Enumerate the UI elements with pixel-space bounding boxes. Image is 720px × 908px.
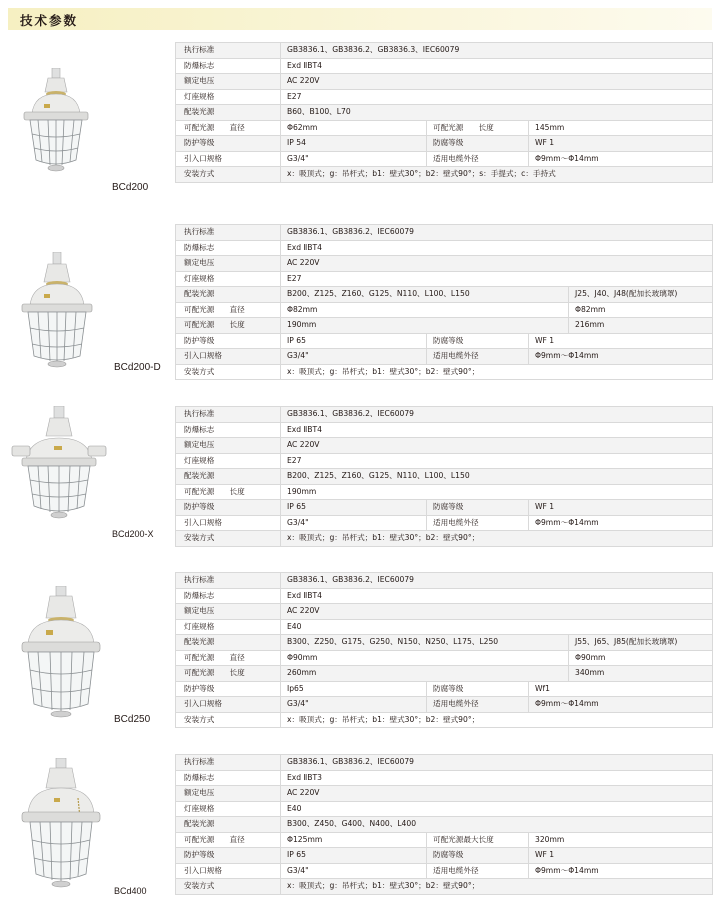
lamp-image-bcd250: [18, 586, 104, 724]
spec-label: 配装光源: [176, 105, 281, 121]
spec-row: [176, 364, 713, 380]
spec-label: 可配光源 直径: [176, 650, 281, 666]
spec-value: x：吸顶式；g：吊杆式；b1：壁式30°；b2：壁式90°；: [281, 531, 713, 547]
spec-value: Φ90mm: [569, 650, 713, 666]
spec-row: [176, 484, 713, 500]
lamp-image-bcd200: [20, 68, 92, 184]
spec-value: Φ125mm: [281, 832, 427, 848]
spec-value: Φ9mm～Φ14mm: [529, 349, 713, 365]
spec-row: [176, 650, 713, 666]
section-title: 技术参数: [20, 13, 79, 28]
spec-row: [176, 225, 713, 241]
spec-value: B60、B100、L70: [281, 105, 713, 121]
spec-value: 190mm: [281, 484, 713, 500]
spec-label: 安装方式: [176, 879, 281, 895]
spec-label: 可配光源 直径: [176, 302, 281, 318]
model-label: BCd200-D: [114, 362, 161, 373]
model-label: BCd250: [114, 714, 151, 725]
spec-label: 执行标准: [176, 43, 281, 59]
spec-label: 引入口规格: [176, 349, 281, 365]
spec-label: 执行标准: [176, 755, 281, 771]
lamp-image-bcd200-d: [18, 252, 96, 374]
spec-value: Φ82mm: [281, 302, 569, 318]
spec-label: 可配光源 长度: [176, 666, 281, 682]
spec-label: 灯座规格: [176, 619, 281, 635]
spec-table: [175, 224, 713, 380]
spec-label: 灯座规格: [176, 453, 281, 469]
spec-table: [175, 406, 713, 547]
lamp-image-bcd400: [20, 758, 102, 894]
spec-value: Φ9mm～Φ14mm: [529, 151, 713, 167]
spec-value: IP 54: [281, 136, 427, 152]
spec-value: IP 65: [281, 848, 427, 864]
spec-value: Exd ⅡBT4: [281, 58, 713, 74]
spec-label: 引入口规格: [176, 151, 281, 167]
spec-label: 执行标准: [176, 573, 281, 589]
spec-label: 可配光源 长度: [176, 318, 281, 334]
spec-label: 配装光源: [176, 817, 281, 833]
spec-row: [176, 271, 713, 287]
spec-label: 防爆标志: [176, 770, 281, 786]
spec-label: 额定电压: [176, 74, 281, 90]
spec-row: [176, 801, 713, 817]
spec-row: [176, 666, 713, 682]
spec-row: [176, 256, 713, 272]
spec-label: 执行标准: [176, 225, 281, 241]
spec-table: [175, 42, 713, 183]
spec-row: [176, 879, 713, 895]
spec-row: [176, 74, 713, 90]
spec-row: [176, 105, 713, 121]
spec-value: 可配光源 长度: [427, 120, 529, 136]
spec-label: 引入口规格: [176, 697, 281, 713]
spec-value: 适用电缆外径: [427, 697, 529, 713]
spec-row: [176, 848, 713, 864]
spec-row: [176, 619, 713, 635]
spec-value: 可配光源最大长度: [427, 832, 529, 848]
spec-label: 防爆标志: [176, 588, 281, 604]
spec-row: [176, 755, 713, 771]
spec-value: WF 1: [529, 333, 713, 349]
spec-row: [176, 167, 713, 183]
spec-label: 配装光源: [176, 635, 281, 651]
spec-value: G3/4": [281, 863, 427, 879]
spec-label: 额定电压: [176, 604, 281, 620]
spec-value: E27: [281, 271, 713, 287]
spec-row: [176, 697, 713, 713]
spec-row: [176, 151, 713, 167]
spec-row: [176, 712, 713, 728]
spec-value: Exd ⅡBT4: [281, 588, 713, 604]
spec-label: 防护等级: [176, 681, 281, 697]
spec-value: WF 1: [529, 500, 713, 516]
spec-value: E27: [281, 89, 713, 105]
spec-row: [176, 500, 713, 516]
spec-row: [176, 469, 713, 485]
spec-label: 执行标准: [176, 407, 281, 423]
spec-row: [176, 786, 713, 802]
spec-label: 防护等级: [176, 333, 281, 349]
spec-value: E27: [281, 453, 713, 469]
spec-value: x：吸顶式；g：吊杆式；b1：壁式30°；b2：壁式90°；: [281, 879, 713, 895]
spec-value: G3/4": [281, 515, 427, 531]
spec-value: AC 220V: [281, 604, 713, 620]
spec-value: G3/4": [281, 151, 427, 167]
spec-row: [176, 136, 713, 152]
spec-value: 适用电缆外径: [427, 151, 529, 167]
spec-row: [176, 422, 713, 438]
spec-label: 灯座规格: [176, 89, 281, 105]
spec-value: 防腐等级: [427, 681, 529, 697]
spec-row: [176, 302, 713, 318]
spec-row: [176, 89, 713, 105]
spec-row: [176, 531, 713, 547]
spec-value: Φ9mm～Φ14mm: [529, 515, 713, 531]
spec-value: B300、Z450、G400、N400、L400: [281, 817, 713, 833]
spec-value: 适用电缆外径: [427, 863, 529, 879]
spec-label: 安装方式: [176, 364, 281, 380]
spec-value: B300、Z250、G175、G250、N150、N250、L175、L250: [281, 635, 569, 651]
spec-row: [176, 515, 713, 531]
spec-value: Φ82mm: [569, 302, 713, 318]
spec-row: [176, 604, 713, 620]
spec-value: J25、J40、J48(配加长玻璃罩): [569, 287, 713, 303]
spec-row: [176, 635, 713, 651]
spec-value: 320mm: [529, 832, 713, 848]
spec-value: x：吸顶式；g：吊杆式；b1：壁式30°；b2：壁式90°；: [281, 364, 713, 380]
spec-value: WF 1: [529, 136, 713, 152]
spec-value: 防腐等级: [427, 500, 529, 516]
spec-value: Ip65: [281, 681, 427, 697]
spec-label: 额定电压: [176, 438, 281, 454]
spec-label: 安装方式: [176, 531, 281, 547]
spec-value: E40: [281, 619, 713, 635]
spec-value: Φ9mm～Φ14mm: [529, 697, 713, 713]
spec-row: [176, 588, 713, 604]
spec-label: 可配光源 直径: [176, 120, 281, 136]
lamp-image-bcd200-x: [10, 406, 108, 524]
spec-value: 适用电缆外径: [427, 515, 529, 531]
spec-value: G3/4": [281, 697, 427, 713]
spec-value: AC 220V: [281, 256, 713, 272]
spec-label: 引入口规格: [176, 515, 281, 531]
spec-value: 340mm: [569, 666, 713, 682]
spec-table: [175, 572, 713, 728]
spec-value: x：吸顶式；g：吊杆式；b1：壁式30°；b2：壁式90°；: [281, 712, 713, 728]
spec-row: [176, 120, 713, 136]
spec-row: [176, 333, 713, 349]
spec-value: 190mm: [281, 318, 569, 334]
spec-row: [176, 287, 713, 303]
spec-row: [176, 349, 713, 365]
spec-value: IP 65: [281, 500, 427, 516]
spec-label: 防护等级: [176, 136, 281, 152]
spec-value: GB3836.1、GB3836.2、IEC60079: [281, 407, 713, 423]
spec-label: 引入口规格: [176, 863, 281, 879]
spec-value: Exd ⅡBT4: [281, 240, 713, 256]
spec-label: 可配光源 长度: [176, 484, 281, 500]
spec-row: [176, 58, 713, 74]
spec-value: Φ62mm: [281, 120, 427, 136]
spec-label: 配装光源: [176, 287, 281, 303]
model-label: BCd400: [114, 886, 147, 896]
spec-row: [176, 573, 713, 589]
spec-row: [176, 43, 713, 59]
spec-row: [176, 832, 713, 848]
spec-label: 可配光源 直径: [176, 832, 281, 848]
spec-value: GB3836.1、GB3836.2、IEC60079: [281, 755, 713, 771]
spec-row: [176, 453, 713, 469]
spec-value: Φ90mm: [281, 650, 569, 666]
spec-value: Φ9mm～Φ14mm: [529, 863, 713, 879]
section-header: [8, 8, 712, 30]
spec-row: [176, 770, 713, 786]
spec-row: [176, 407, 713, 423]
spec-value: 216mm: [569, 318, 713, 334]
spec-label: 防爆标志: [176, 58, 281, 74]
spec-label: 配装光源: [176, 469, 281, 485]
spec-label: 额定电压: [176, 256, 281, 272]
spec-label: 灯座规格: [176, 801, 281, 817]
model-label: BCd200: [112, 182, 149, 193]
spec-row: [176, 863, 713, 879]
spec-row: [176, 817, 713, 833]
spec-label: 安装方式: [176, 167, 281, 183]
spec-label: 灯座规格: [176, 271, 281, 287]
spec-row: [176, 681, 713, 697]
spec-label: 防护等级: [176, 500, 281, 516]
spec-value: 适用电缆外径: [427, 349, 529, 365]
spec-value: 防腐等级: [427, 333, 529, 349]
spec-label: 防爆标志: [176, 422, 281, 438]
spec-value: J55、J65、J85(配加长玻璃罩): [569, 635, 713, 651]
spec-value: B200、Z125、Z160、G125、N110、L100、L150: [281, 287, 569, 303]
spec-label: 额定电压: [176, 786, 281, 802]
spec-value: IP 65: [281, 333, 427, 349]
spec-label: 防护等级: [176, 848, 281, 864]
spec-value: GB3836.1、GB3836.2、IEC60079: [281, 225, 713, 241]
spec-value: 防腐等级: [427, 136, 529, 152]
spec-value: Exd ⅡBT3: [281, 770, 713, 786]
spec-value: Exd ⅡBT4: [281, 422, 713, 438]
spec-value: 145mm: [529, 120, 713, 136]
spec-row: [176, 240, 713, 256]
spec-value: AC 220V: [281, 74, 713, 90]
spec-value: AC 220V: [281, 438, 713, 454]
model-label: BCd200-X: [112, 529, 154, 539]
spec-value: GB3836.1、GB3836.2、IEC60079: [281, 573, 713, 589]
spec-value: Wf1: [529, 681, 713, 697]
spec-table: [175, 754, 713, 895]
spec-row: [176, 318, 713, 334]
spec-value: 260mm: [281, 666, 569, 682]
spec-value: GB3836.1、GB3836.2、GB3836.3、IEC60079: [281, 43, 713, 59]
spec-value: x：吸顶式；g：吊杆式；b1：壁式30°；b2：壁式90°；s：手提式；c：手持式: [281, 167, 713, 183]
spec-label: 安装方式: [176, 712, 281, 728]
spec-value: AC 220V: [281, 786, 713, 802]
spec-value: B200、Z125、Z160、G125、N110、L100、L150: [281, 469, 713, 485]
spec-row: [176, 438, 713, 454]
spec-value: WF 1: [529, 848, 713, 864]
spec-value: 防腐等级: [427, 848, 529, 864]
spec-value: G3/4": [281, 349, 427, 365]
spec-value: E40: [281, 801, 713, 817]
spec-label: 防爆标志: [176, 240, 281, 256]
